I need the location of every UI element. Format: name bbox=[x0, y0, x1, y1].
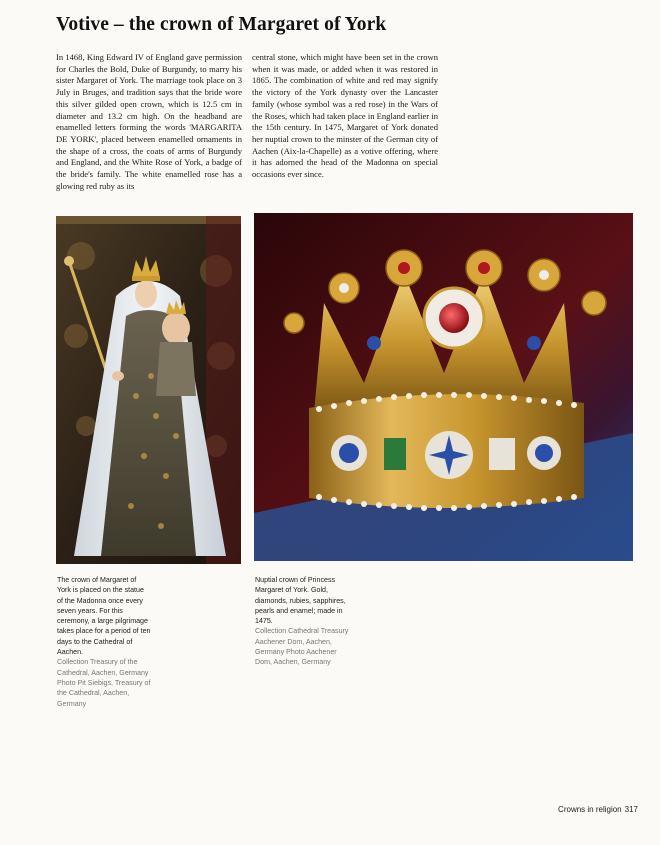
caption-madonna bbox=[57, 575, 151, 709]
footer-section: Crowns in religion bbox=[558, 805, 622, 814]
body-paragraph-right: central stone, which might have been set in the crown when it was made, or added when it was restored in 1865. The combination of white and red may signify the victory of the York dynasty over the Lancaster family (whose symbol was a red rose) in the Wars of the Roses, which had taken place in England earlier in the 15th century. In 1475, Margaret of York donated her nuptial crown to the minster of the German city of Aachen (Aix-la-Chapelle) as a votive offering, where it has adorned the head of the Madonna on special occasions ever since. bbox=[252, 52, 438, 180]
body-paragraph-left: In 1468, King Edward IV of England gave permission for Charles the Bold, Duke of Burgundy, to marry his sister Margaret of York. The marriage took place on 3 July in Bruges, and tradition says that the bride wore this silver gilded open crown, which is 12.5 cm in diameter and 13.2 cm high. On the headband are enamelled letters forming the words 'MARGARITA DE YORK', placed between enamelled ornaments in the shape of a cross, the coats of arms of Burgundy and England, and the White Rose of York, a badge of the bride's family. The white enamelled rose has a glowing red ruby as its bbox=[56, 52, 242, 191]
caption-madonna-text: The crown of Margaret of York is placed on the statue of the Madonna once every seven years. For this ceremony, a large pilgrimage takes place for a period of ten days to the Cathedral of Aachen. bbox=[57, 576, 151, 657]
page-title: Votive – the crown of Margaret of York bbox=[56, 14, 387, 35]
body-column-right bbox=[252, 52, 438, 181]
caption-crown-credit: Collection Cathedral Treasury Aachener Dom, Aachen, Germany Photo Aachener Dom, Aachen, Germany bbox=[255, 627, 349, 667]
madonna-statue-photo bbox=[56, 216, 241, 564]
caption-crown bbox=[255, 575, 349, 668]
crown-illustration bbox=[254, 213, 633, 561]
madonna-illustration bbox=[56, 216, 241, 564]
page-footer bbox=[558, 805, 638, 814]
nuptial-crown-photo bbox=[254, 213, 633, 561]
body-column-left bbox=[56, 52, 242, 192]
footer-page-number: 317 bbox=[624, 805, 638, 814]
caption-crown-text: Nuptial crown of Princess Margaret of York. Gold, diamonds, rubies, sapphires, pearls and enamel; made in 1475. bbox=[255, 576, 346, 626]
caption-madonna-credit: Collection Treasury of the Cathedral, Aachen, Germany Photo Pit Siebigs, Treasury of the Cathedral, Aachen, Germany bbox=[57, 658, 151, 708]
